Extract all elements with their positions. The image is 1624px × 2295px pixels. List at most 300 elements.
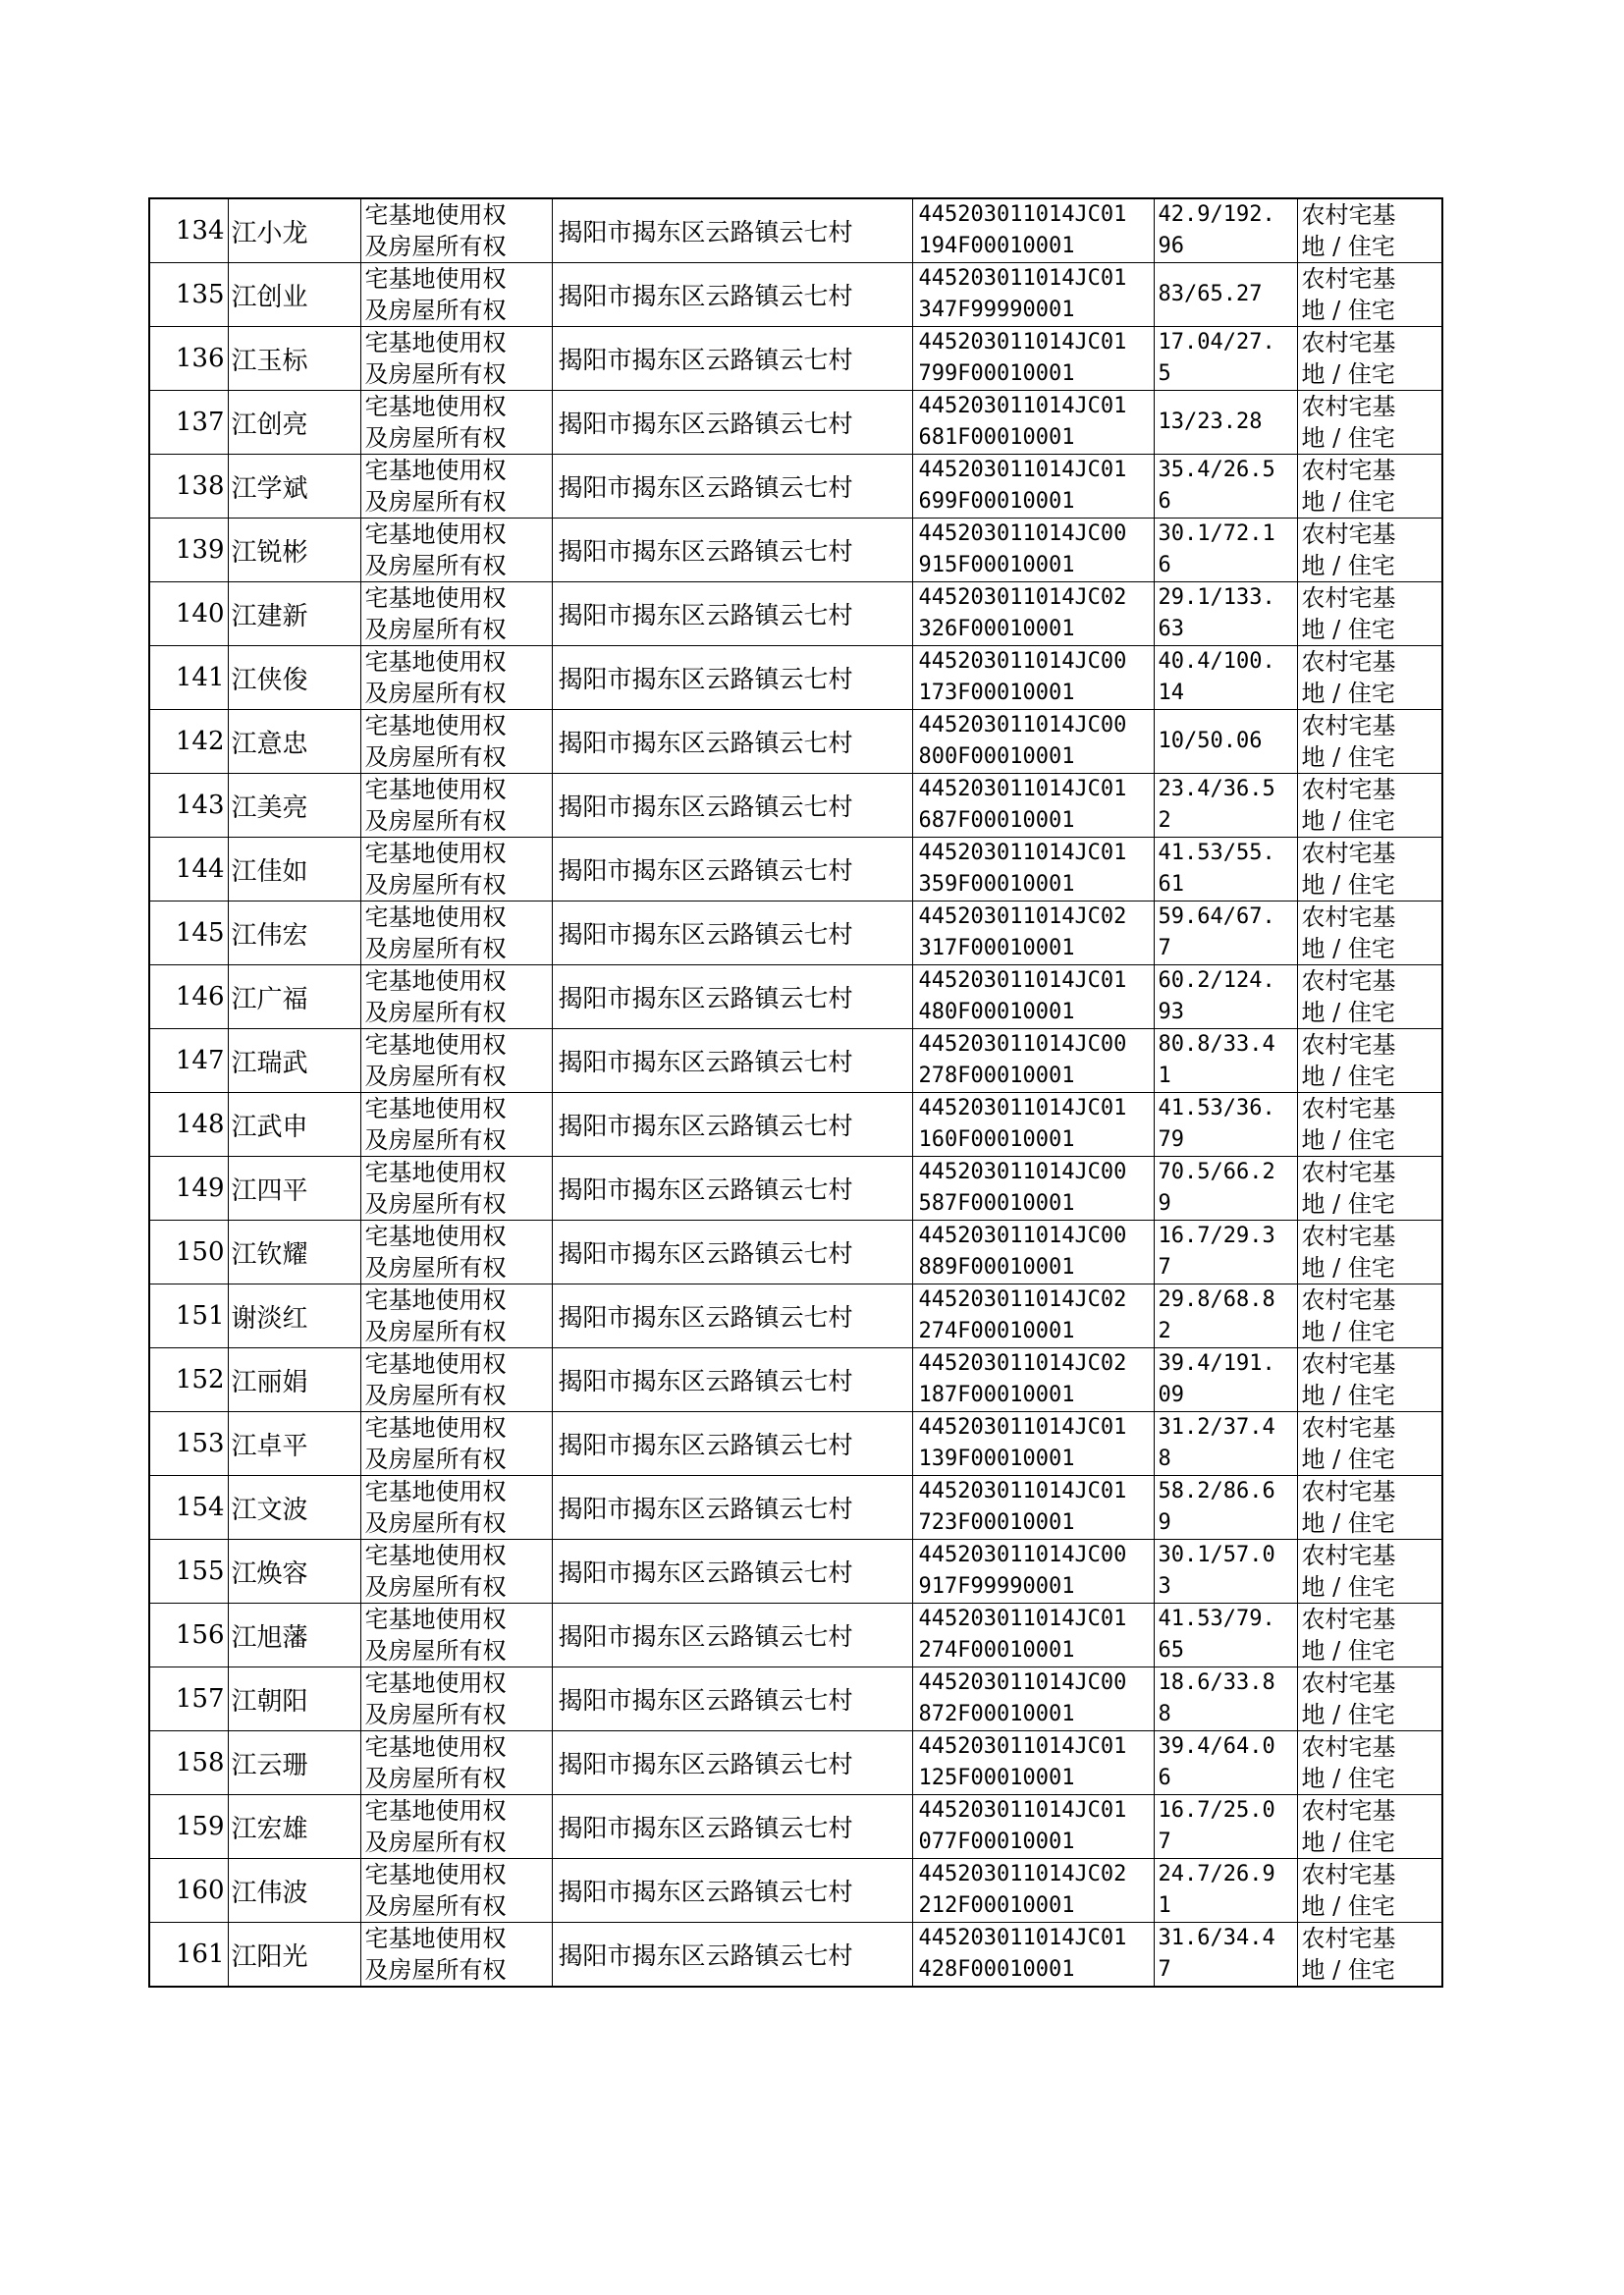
land-use-cell-line: 地 / 住宅 — [1301, 1063, 1395, 1090]
area-cell-line: 18.6/33.8 — [1158, 1670, 1275, 1695]
address-cell: 揭阳市揭东区云路镇云七村 — [552, 646, 912, 710]
land-use-cell-line: 农村宅基 — [1301, 1669, 1396, 1697]
area-cell-line: 6 — [1158, 489, 1171, 514]
row-number-cell: 138 — [149, 455, 228, 519]
area-cell-line: 16.7/29.3 — [1158, 1224, 1275, 1248]
address-cell: 揭阳市揭东区云路镇云七村 — [552, 1667, 912, 1731]
area-cell-line: 42.9/192. — [1158, 202, 1275, 227]
parcel-code-cell-line: 445203011014JC00 — [918, 521, 1127, 546]
area-cell-line: 5 — [1158, 361, 1171, 386]
address-cell: 揭阳市揭东区云路镇云七村 — [552, 1348, 912, 1412]
area-cell-line: 24.7/26.9 — [1158, 1862, 1275, 1886]
land-use-cell — [1297, 1795, 1442, 1859]
parcel-code-cell-line: 445203011014JC00 — [918, 1160, 1127, 1184]
table-row — [149, 263, 1442, 327]
land-use-cell-line: 地 / 住宅 — [1301, 1829, 1395, 1856]
parcel-code-cell-line: 445203011014JC01 — [918, 1798, 1127, 1823]
address-cell: 揭阳市揭东区云路镇云七村 — [552, 1923, 912, 1988]
right-type-cell — [360, 838, 552, 902]
parcel-code-cell-line: 187F00010001 — [918, 1383, 1075, 1407]
table-row — [149, 391, 1442, 455]
row-number-cell: 151 — [149, 1284, 228, 1348]
row-number-cell: 152 — [149, 1348, 228, 1412]
owner-name-cell: 江宏雄 — [228, 1795, 360, 1859]
land-use-cell-line: 地 / 住宅 — [1301, 488, 1395, 516]
land-use-cell-line: 地 / 住宅 — [1301, 807, 1395, 835]
address-cell: 揭阳市揭东区云路镇云七村 — [552, 327, 912, 391]
right-type-cell-line: 宅基地使用权 — [364, 393, 507, 420]
land-use-cell — [1297, 965, 1442, 1029]
parcel-code-cell-line: 445203011014JC01 — [918, 1926, 1127, 1950]
land-use-cell-line: 地 / 住宅 — [1301, 1892, 1395, 1920]
address-cell: 揭阳市揭东区云路镇云七村 — [552, 1093, 912, 1157]
land-use-cell — [1297, 391, 1442, 455]
parcel-code-cell-line: 445203011014JC01 — [918, 330, 1127, 355]
land-use-cell-line: 地 / 住宅 — [1301, 233, 1395, 260]
right-type-cell-line: 宅基地使用权 — [364, 1095, 507, 1122]
area-cell-line: 2 — [1158, 1319, 1171, 1343]
right-type-cell-line: 宅基地使用权 — [364, 1925, 507, 1952]
right-type-cell-line: 及房屋所有权 — [364, 1063, 507, 1090]
area-cell — [1154, 1412, 1297, 1476]
parcel-code-cell-line: 445203011014JC01 — [918, 1734, 1127, 1759]
right-type-cell — [360, 1412, 552, 1476]
address-cell: 揭阳市揭东区云路镇云七村 — [552, 838, 912, 902]
parcel-code-cell-line: 160F00010001 — [918, 1127, 1075, 1152]
right-type-cell-line: 及房屋所有权 — [364, 1318, 507, 1345]
area-cell — [1154, 1795, 1297, 1859]
land-use-cell-line: 农村宅基 — [1301, 1031, 1396, 1059]
right-type-cell-line: 宅基地使用权 — [364, 1669, 507, 1697]
land-use-cell-line: 农村宅基 — [1301, 776, 1396, 803]
right-type-cell — [360, 1859, 552, 1923]
right-type-cell — [360, 1284, 552, 1348]
land-use-cell-line: 农村宅基 — [1301, 967, 1396, 995]
right-type-cell-line: 宅基地使用权 — [364, 1861, 507, 1888]
area-cell-line: 61 — [1158, 872, 1184, 897]
parcel-code-cell — [912, 263, 1154, 327]
parcel-code-cell — [912, 1284, 1154, 1348]
parcel-code-cell — [912, 1795, 1154, 1859]
right-type-cell — [360, 1923, 552, 1988]
row-number-cell: 136 — [149, 327, 228, 391]
parcel-code-cell — [912, 902, 1154, 965]
right-type-cell-line: 及房屋所有权 — [364, 1446, 507, 1473]
row-number-cell: 153 — [149, 1412, 228, 1476]
table-row — [149, 1476, 1442, 1540]
area-cell-line: 23.4/36.5 — [1158, 777, 1275, 801]
table-row — [149, 1412, 1442, 1476]
right-type-cell-line: 及房屋所有权 — [364, 424, 507, 452]
table-row — [149, 710, 1442, 774]
area-cell — [1154, 391, 1297, 455]
right-type-cell-line: 及房屋所有权 — [364, 1637, 507, 1665]
right-type-cell-line: 及房屋所有权 — [364, 1126, 507, 1154]
area-cell-line: 9 — [1158, 1510, 1171, 1535]
owner-name-cell: 江创亮 — [228, 391, 360, 455]
area-cell-line: 79 — [1158, 1127, 1184, 1152]
row-number-cell: 159 — [149, 1795, 228, 1859]
table-row — [149, 774, 1442, 838]
parcel-code-cell — [912, 455, 1154, 519]
right-type-cell-line: 及房屋所有权 — [364, 871, 507, 899]
parcel-code-cell-line: 173F00010001 — [918, 681, 1075, 705]
right-type-cell-line: 宅基地使用权 — [364, 776, 507, 803]
land-use-cell-line: 农村宅基 — [1301, 520, 1396, 548]
parcel-code-cell-line: 445203011014JC00 — [918, 1670, 1127, 1695]
address-cell: 揭阳市揭东区云路镇云七村 — [552, 1731, 912, 1795]
table-row — [149, 838, 1442, 902]
parcel-code-cell-line: 699F00010001 — [918, 489, 1075, 514]
area-cell-line: 93 — [1158, 1000, 1184, 1024]
area-cell-line: 39.4/64.0 — [1158, 1734, 1275, 1759]
parcel-code-cell — [912, 1731, 1154, 1795]
right-type-cell-line: 及房屋所有权 — [364, 297, 507, 324]
owner-name-cell: 江瑞武 — [228, 1029, 360, 1093]
row-number-cell: 137 — [149, 391, 228, 455]
parcel-code-cell-line: 800F00010001 — [918, 744, 1075, 769]
right-type-cell-line: 宅基地使用权 — [364, 648, 507, 676]
table-row — [149, 1157, 1442, 1221]
right-type-cell-line: 及房屋所有权 — [364, 488, 507, 516]
parcel-code-cell-line: 445203011014JC01 — [918, 1415, 1127, 1440]
right-type-cell — [360, 1221, 552, 1284]
row-number-cell: 154 — [149, 1476, 228, 1540]
land-use-cell — [1297, 263, 1442, 327]
area-cell-line: 30.1/72.1 — [1158, 521, 1275, 546]
table-row — [149, 327, 1442, 391]
owner-name-cell: 江云珊 — [228, 1731, 360, 1795]
row-number-cell: 140 — [149, 582, 228, 646]
right-type-cell — [360, 902, 552, 965]
owner-name-cell: 江锐彬 — [228, 519, 360, 582]
row-number-cell: 158 — [149, 1731, 228, 1795]
row-number-cell: 134 — [149, 198, 228, 263]
area-cell — [1154, 774, 1297, 838]
land-use-cell — [1297, 1731, 1442, 1795]
land-use-cell-line: 农村宅基 — [1301, 1159, 1396, 1186]
right-type-cell-line: 宅基地使用权 — [364, 840, 507, 867]
land-use-cell-line: 农村宅基 — [1301, 1733, 1396, 1761]
land-use-cell — [1297, 710, 1442, 774]
owner-name-cell: 江玉标 — [228, 327, 360, 391]
land-use-cell-line: 地 / 住宅 — [1301, 1254, 1395, 1282]
parcel-code-cell-line: 445203011014JC00 — [918, 1032, 1127, 1057]
land-use-cell-line: 农村宅基 — [1301, 1414, 1396, 1442]
owner-name-cell: 江建新 — [228, 582, 360, 646]
table-row — [149, 1093, 1442, 1157]
area-cell-line: 17.04/27. — [1158, 330, 1275, 355]
area-cell-line: 7 — [1158, 1255, 1171, 1280]
land-use-cell-line: 地 / 住宅 — [1301, 999, 1395, 1026]
parcel-code-cell-line: 445203011014JC02 — [918, 904, 1127, 929]
owner-name-cell: 江广福 — [228, 965, 360, 1029]
land-use-cell-line: 地 / 住宅 — [1301, 1190, 1395, 1218]
area-cell-line: 7 — [1158, 1957, 1171, 1982]
land-use-cell-line: 地 / 住宅 — [1301, 424, 1395, 452]
parcel-code-cell-line: 445203011014JC02 — [918, 1287, 1127, 1312]
land-use-cell — [1297, 519, 1442, 582]
parcel-code-cell-line: 445203011014JC01 — [918, 1096, 1127, 1120]
area-cell-line: 7 — [1158, 936, 1171, 960]
address-cell: 揭阳市揭东区云路镇云七村 — [552, 1795, 912, 1859]
area-cell-line: 13/23.28 — [1158, 410, 1263, 434]
right-type-cell-line: 及房屋所有权 — [364, 1765, 507, 1792]
table-row — [149, 1859, 1442, 1923]
land-use-cell-line: 地 / 住宅 — [1301, 871, 1395, 899]
land-use-cell-line: 农村宅基 — [1301, 648, 1396, 676]
land-use-cell-line: 地 / 住宅 — [1301, 360, 1395, 388]
table-row — [149, 1029, 1442, 1093]
row-number-cell: 135 — [149, 263, 228, 327]
parcel-code-cell-line: 723F00010001 — [918, 1510, 1075, 1535]
right-type-cell-line: 及房屋所有权 — [364, 1254, 507, 1282]
area-cell — [1154, 1540, 1297, 1604]
right-type-cell-line: 及房屋所有权 — [364, 1382, 507, 1409]
area-cell-line: 35.4/26.5 — [1158, 458, 1275, 482]
area-cell-line: 7 — [1158, 1830, 1171, 1854]
land-use-cell-line: 地 / 住宅 — [1301, 1765, 1395, 1792]
owner-name-cell: 江阳光 — [228, 1923, 360, 1988]
area-cell-line: 29.8/68.8 — [1158, 1287, 1275, 1312]
area-cell — [1154, 263, 1297, 327]
parcel-code-cell-line: 139F00010001 — [918, 1447, 1075, 1471]
area-cell-line: 09 — [1158, 1383, 1184, 1407]
owner-name-cell: 江伟宏 — [228, 902, 360, 965]
parcel-code-cell-line: 326F00010001 — [918, 617, 1075, 641]
parcel-code-cell — [912, 1667, 1154, 1731]
table-row — [149, 455, 1442, 519]
right-type-cell-line: 宅基地使用权 — [364, 712, 507, 739]
owner-name-cell: 江丽娟 — [228, 1348, 360, 1412]
land-use-cell — [1297, 1029, 1442, 1093]
right-type-cell-line: 宅基地使用权 — [364, 1478, 507, 1505]
parcel-code-cell — [912, 1540, 1154, 1604]
land-use-cell-line: 农村宅基 — [1301, 1223, 1396, 1250]
row-number-cell: 141 — [149, 646, 228, 710]
land-use-cell-line: 地 / 住宅 — [1301, 935, 1395, 962]
owner-name-cell: 江小龙 — [228, 198, 360, 263]
area-cell-line: 59.64/67. — [1158, 904, 1275, 929]
right-type-cell-line: 宅基地使用权 — [364, 457, 507, 484]
area-cell — [1154, 838, 1297, 902]
land-use-cell-line: 农村宅基 — [1301, 265, 1396, 293]
address-cell: 揭阳市揭东区云路镇云七村 — [552, 1029, 912, 1093]
address-cell: 揭阳市揭东区云路镇云七村 — [552, 1284, 912, 1348]
address-cell: 揭阳市揭东区云路镇云七村 — [552, 1540, 912, 1604]
parcel-code-cell — [912, 519, 1154, 582]
right-type-cell-line: 宅基地使用权 — [364, 1797, 507, 1825]
area-cell-line: 80.8/33.4 — [1158, 1032, 1275, 1057]
parcel-code-cell-line: 347F99990001 — [918, 298, 1075, 322]
parcel-code-cell — [912, 965, 1154, 1029]
row-number-cell: 160 — [149, 1859, 228, 1923]
land-use-cell — [1297, 646, 1442, 710]
owner-name-cell: 江钦耀 — [228, 1221, 360, 1284]
row-number-cell: 155 — [149, 1540, 228, 1604]
area-cell — [1154, 1029, 1297, 1093]
owner-name-cell: 江旭藩 — [228, 1604, 360, 1667]
area-cell — [1154, 519, 1297, 582]
right-type-cell — [360, 1476, 552, 1540]
parcel-code-cell — [912, 1157, 1154, 1221]
right-type-cell-line: 及房屋所有权 — [364, 807, 507, 835]
right-type-cell-line: 及房屋所有权 — [364, 616, 507, 643]
right-type-cell-line: 宅基地使用权 — [364, 967, 507, 995]
right-type-cell-line: 宅基地使用权 — [364, 1031, 507, 1059]
land-use-cell — [1297, 1157, 1442, 1221]
parcel-code-cell-line: 445203011014JC00 — [918, 1224, 1127, 1248]
table-row — [149, 1923, 1442, 1988]
address-cell: 揭阳市揭东区云路镇云七村 — [552, 582, 912, 646]
area-cell — [1154, 710, 1297, 774]
owner-name-cell: 江焕容 — [228, 1540, 360, 1604]
parcel-code-cell-line: 317F00010001 — [918, 936, 1075, 960]
right-type-cell-line: 及房屋所有权 — [364, 1892, 507, 1920]
parcel-code-cell-line: 445203011014JC02 — [918, 1351, 1127, 1376]
area-cell-line: 41.53/55. — [1158, 841, 1275, 865]
right-type-cell — [360, 327, 552, 391]
area-cell-line: 3 — [1158, 1574, 1171, 1599]
right-type-cell — [360, 1348, 552, 1412]
parcel-code-cell-line: 428F00010001 — [918, 1957, 1075, 1982]
land-use-cell — [1297, 1284, 1442, 1348]
property-rights-table — [148, 197, 1443, 1988]
right-type-cell-line: 及房屋所有权 — [364, 360, 507, 388]
land-use-cell-line: 农村宅基 — [1301, 457, 1396, 484]
land-use-cell — [1297, 1476, 1442, 1540]
land-use-cell-line: 地 / 住宅 — [1301, 1956, 1395, 1984]
land-use-cell-line: 地 / 住宅 — [1301, 680, 1395, 707]
area-cell-line: 41.53/79. — [1158, 1607, 1275, 1631]
parcel-code-cell — [912, 710, 1154, 774]
land-use-cell — [1297, 902, 1442, 965]
area-cell-line: 70.5/66.2 — [1158, 1160, 1275, 1184]
parcel-code-cell-line: 445203011014JC01 — [918, 841, 1127, 865]
parcel-code-cell-line: 917F99990001 — [918, 1574, 1075, 1599]
owner-name-cell: 江武申 — [228, 1093, 360, 1157]
row-number-cell: 148 — [149, 1093, 228, 1157]
land-use-cell — [1297, 1093, 1442, 1157]
area-cell — [1154, 198, 1297, 263]
right-type-cell-line: 及房屋所有权 — [364, 233, 507, 260]
parcel-code-cell — [912, 1029, 1154, 1093]
land-use-cell-line: 农村宅基 — [1301, 1925, 1396, 1952]
land-use-cell-line: 地 / 住宅 — [1301, 1446, 1395, 1473]
area-cell-line: 6 — [1158, 1766, 1171, 1790]
parcel-code-cell-line: 687F00010001 — [918, 808, 1075, 833]
parcel-code-cell-line: 359F00010001 — [918, 872, 1075, 897]
row-number-cell: 142 — [149, 710, 228, 774]
area-cell — [1154, 455, 1297, 519]
address-cell: 揭阳市揭东区云路镇云七村 — [552, 1412, 912, 1476]
table-row — [149, 646, 1442, 710]
address-cell: 揭阳市揭东区云路镇云七村 — [552, 263, 912, 327]
parcel-code-cell — [912, 1476, 1154, 1540]
land-use-cell-line: 农村宅基 — [1301, 584, 1396, 612]
area-cell-line: 8 — [1158, 1702, 1171, 1726]
right-type-cell-line: 宅基地使用权 — [364, 1542, 507, 1569]
table-row — [149, 1348, 1442, 1412]
area-cell-line: 2 — [1158, 808, 1171, 833]
land-use-cell-line: 农村宅基 — [1301, 1606, 1396, 1633]
right-type-cell-line: 及房屋所有权 — [364, 935, 507, 962]
land-use-cell-line: 地 / 住宅 — [1301, 1382, 1395, 1409]
area-cell-line: 96 — [1158, 234, 1184, 258]
area-cell — [1154, 1731, 1297, 1795]
right-type-cell — [360, 198, 552, 263]
parcel-code-cell-line: 445203011014JC01 — [918, 777, 1127, 801]
right-type-cell — [360, 1157, 552, 1221]
parcel-code-cell-line: 445203011014JC01 — [918, 202, 1127, 227]
area-cell-line: 1 — [1158, 1893, 1171, 1918]
right-type-cell-line: 宅基地使用权 — [364, 265, 507, 293]
owner-name-cell: 江四平 — [228, 1157, 360, 1221]
land-use-cell — [1297, 1348, 1442, 1412]
area-cell-line: 30.1/57.0 — [1158, 1543, 1275, 1567]
right-type-cell-line: 宅基地使用权 — [364, 1159, 507, 1186]
owner-name-cell: 江美亮 — [228, 774, 360, 838]
row-number-cell: 156 — [149, 1604, 228, 1667]
right-type-cell — [360, 1731, 552, 1795]
land-use-cell-line: 地 / 住宅 — [1301, 1637, 1395, 1665]
right-type-cell — [360, 965, 552, 1029]
area-cell — [1154, 1348, 1297, 1412]
area-cell-line: 29.1/133. — [1158, 585, 1275, 610]
parcel-code-cell-line: 077F00010001 — [918, 1830, 1075, 1854]
parcel-code-cell — [912, 646, 1154, 710]
table-row — [149, 1795, 1442, 1859]
parcel-code-cell-line: 915F00010001 — [918, 553, 1075, 577]
right-type-cell-line: 及房屋所有权 — [364, 1509, 507, 1537]
land-use-cell — [1297, 1667, 1442, 1731]
row-number-cell: 150 — [149, 1221, 228, 1284]
land-use-cell — [1297, 1221, 1442, 1284]
area-cell-line: 65 — [1158, 1638, 1184, 1663]
land-use-cell — [1297, 1604, 1442, 1667]
address-cell: 揭阳市揭东区云路镇云七村 — [552, 1221, 912, 1284]
parcel-code-cell — [912, 774, 1154, 838]
parcel-code-cell-line: 889F00010001 — [918, 1255, 1075, 1280]
row-number-cell: 146 — [149, 965, 228, 1029]
owner-name-cell: 谢淡红 — [228, 1284, 360, 1348]
parcel-code-cell — [912, 1412, 1154, 1476]
area-cell — [1154, 965, 1297, 1029]
table-row — [149, 1284, 1442, 1348]
right-type-cell — [360, 1029, 552, 1093]
right-type-cell — [360, 1540, 552, 1604]
row-number-cell: 157 — [149, 1667, 228, 1731]
area-cell-line: 9 — [1158, 1191, 1171, 1216]
land-use-cell-line: 农村宅基 — [1301, 329, 1396, 356]
right-type-cell-line: 及房屋所有权 — [364, 743, 507, 771]
area-cell-line: 60.2/124. — [1158, 968, 1275, 993]
owner-name-cell: 江朝阳 — [228, 1667, 360, 1731]
land-use-cell-line: 农村宅基 — [1301, 1095, 1396, 1122]
right-type-cell-line: 宅基地使用权 — [364, 903, 507, 931]
area-cell-line: 63 — [1158, 617, 1184, 641]
land-use-cell-line: 农村宅基 — [1301, 712, 1396, 739]
area-cell-line: 8 — [1158, 1447, 1171, 1471]
land-use-cell — [1297, 1412, 1442, 1476]
land-use-cell-line: 地 / 住宅 — [1301, 1701, 1395, 1728]
parcel-code-cell — [912, 327, 1154, 391]
address-cell: 揭阳市揭东区云路镇云七村 — [552, 774, 912, 838]
row-number-cell: 147 — [149, 1029, 228, 1093]
address-cell: 揭阳市揭东区云路镇云七村 — [552, 710, 912, 774]
right-type-cell — [360, 1093, 552, 1157]
area-cell — [1154, 582, 1297, 646]
